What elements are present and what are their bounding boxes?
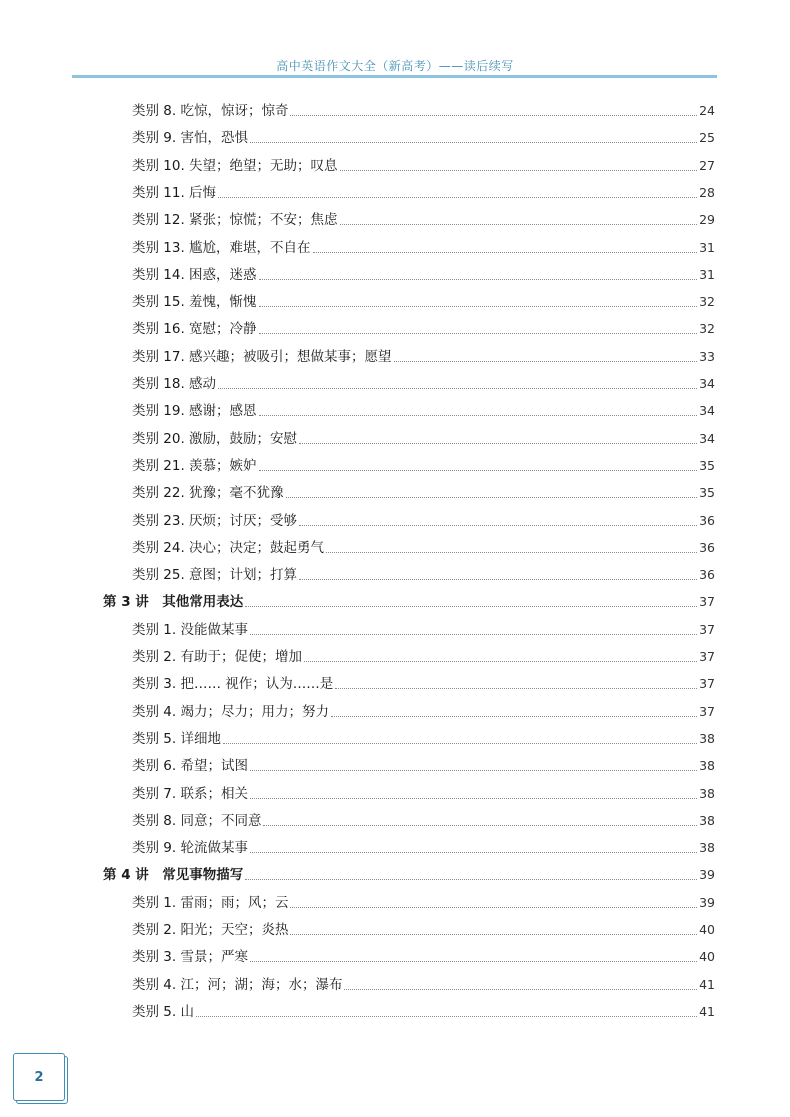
toc-entry-page: 38 (699, 840, 715, 856)
toc-entry-page: 35 (699, 485, 715, 501)
page-number-box (13, 1053, 65, 1101)
dot-leader (326, 551, 697, 553)
dot-leader (304, 660, 697, 662)
toc-entry-page: 37 (699, 703, 715, 719)
toc-entry-title: 类别 11. 后悔 (132, 184, 217, 201)
dot-leader (250, 141, 697, 143)
dot-leader (245, 605, 697, 607)
toc-entry-title: 类别 20. 激励，鼓励；安慰 (132, 430, 298, 447)
toc-entry[interactable] (132, 156, 715, 176)
toc-entry[interactable] (132, 811, 715, 831)
toc-entry-title: 类别 6. 希望；试图 (132, 758, 248, 775)
toc-entry[interactable] (132, 702, 715, 722)
dot-leader (259, 469, 698, 471)
toc-entry-page: 34 (699, 376, 715, 391)
toc-entry-title: 第 3 讲 其他常用表达 (103, 594, 244, 611)
toc-entry[interactable] (132, 128, 715, 148)
toc-entry[interactable] (132, 947, 715, 967)
toc-entry[interactable] (132, 347, 715, 367)
toc-entry[interactable] (132, 1002, 715, 1022)
toc-entry[interactable] (132, 265, 715, 285)
toc-entry-title: 类别 3. 雪景；严寒 (132, 949, 248, 966)
dot-leader (290, 933, 697, 935)
dot-leader (223, 742, 697, 744)
toc-entry-page: 24 (699, 103, 715, 118)
dot-leader (259, 305, 698, 307)
toc-entry-page: 37 (699, 594, 715, 610)
toc-entry[interactable] (132, 319, 715, 339)
toc-entry-title: 类别 21. 羡慕；嫉妒 (132, 457, 257, 474)
toc-entry-page: 41 (699, 1003, 715, 1019)
dot-leader (331, 715, 697, 717)
toc-entry-title: 类别 1. 没能做某事 (132, 621, 248, 638)
toc-entry-page: 39 (699, 867, 715, 883)
dot-leader (394, 360, 698, 362)
dot-leader (250, 960, 697, 962)
dot-leader (259, 278, 698, 280)
toc-entry-title: 类别 4. 江；河；湖；海；水；瀑布 (132, 976, 343, 993)
dot-leader (340, 169, 698, 171)
dot-leader (335, 687, 697, 689)
toc-entry-page: 31 (699, 239, 715, 255)
dot-leader (259, 332, 698, 334)
toc-entry[interactable] (132, 292, 715, 312)
toc-entry-page: 32 (699, 321, 715, 337)
page-number: 2 (34, 1069, 44, 1085)
toc-entry[interactable] (132, 784, 715, 804)
toc-entry-page: 36 (699, 539, 715, 555)
dot-leader (259, 414, 698, 416)
toc-entry-page: 40 (699, 949, 715, 965)
toc-entry[interactable] (132, 756, 715, 776)
toc-entry-page: 40 (699, 922, 715, 937)
toc-entry-title: 类别 5. 详细地 (132, 730, 221, 747)
toc-entry[interactable] (132, 620, 715, 640)
toc-entry[interactable] (132, 429, 715, 449)
toc-entry-page: 34 (699, 403, 715, 419)
toc-entry-page: 39 (699, 894, 715, 910)
toc-chapter-entry[interactable] (103, 865, 715, 885)
toc-entry-title: 类别 9. 轮流做某事 (132, 840, 248, 857)
toc-entry[interactable] (132, 674, 715, 694)
toc-entry-title: 类别 16. 宽慰；冷静 (132, 321, 257, 338)
toc-entry-page: 28 (699, 184, 715, 200)
toc-entry[interactable] (132, 456, 715, 476)
dot-leader (250, 769, 697, 771)
dot-leader (299, 442, 697, 444)
toc-entry-title: 类别 4. 竭力；尽力；用力；努力 (132, 703, 329, 720)
toc-entry-page: 33 (699, 348, 715, 364)
toc-entry-page: 38 (699, 730, 715, 746)
dot-leader (286, 496, 698, 498)
dot-leader (313, 251, 698, 253)
toc-entry-title: 类别 12. 紧张；惊慌；不安；焦虑 (132, 212, 338, 229)
dot-leader (344, 988, 697, 990)
dot-leader (218, 196, 697, 198)
dot-leader (299, 524, 697, 526)
dot-leader (250, 851, 697, 853)
dot-leader (290, 114, 697, 116)
toc-entry[interactable] (132, 183, 715, 203)
toc-entry-title: 类别 14. 困惑，迷惑 (132, 266, 257, 283)
toc-entry-page: 29 (699, 212, 715, 228)
toc-entry-page: 37 (699, 621, 715, 637)
toc-entry[interactable] (132, 210, 715, 230)
toc-entry[interactable] (132, 729, 715, 749)
toc-entry[interactable] (132, 893, 715, 913)
toc-entry[interactable] (132, 538, 715, 558)
toc-entry-page: 27 (699, 157, 715, 173)
toc-entry-page: 38 (699, 812, 715, 828)
toc-entry-title: 类别 17. 感兴趣；被吸引；想做某事；愿望 (132, 348, 392, 365)
dot-leader (218, 387, 697, 389)
toc-entry[interactable] (132, 374, 715, 394)
toc-entry-title: 类别 2. 阳光；天空；炎热 (132, 922, 289, 938)
toc-entry[interactable] (132, 101, 715, 121)
toc-entry-title: 类别 24. 决心；决定；鼓起勇气 (132, 539, 325, 556)
toc-entry[interactable] (132, 238, 715, 258)
toc-entry-title: 类别 2. 有助于；促使；增加 (132, 649, 302, 665)
toc-entry[interactable] (132, 975, 715, 995)
toc-entry-page: 41 (699, 976, 715, 992)
toc-entry-page: 38 (699, 785, 715, 801)
dot-leader (290, 906, 697, 908)
toc-entry-page: 25 (699, 130, 715, 146)
dot-leader (340, 223, 698, 225)
toc-entry-page: 31 (699, 266, 715, 282)
dot-leader (245, 878, 697, 880)
toc-entry-title: 类别 1. 雷雨；雨；风；云 (132, 894, 289, 911)
header-rule (72, 75, 717, 78)
toc-entry[interactable] (132, 838, 715, 858)
toc-entry[interactable] (132, 401, 715, 421)
toc-entry-page: 37 (699, 676, 715, 692)
toc-entry-title: 类别 9. 害怕，恐惧 (132, 130, 248, 147)
toc-entry-title: 类别 23. 厌烦；讨厌；受够 (132, 512, 298, 529)
toc-entry-page: 38 (699, 758, 715, 774)
toc-entry-title: 类别 18. 感动 (132, 376, 217, 392)
toc-entry[interactable] (132, 920, 715, 940)
toc-entry[interactable] (132, 511, 715, 531)
toc-entry-title: 类别 25. 意图；计划；打算 (132, 567, 298, 584)
toc-entry-title: 类别 3. 把…… 视作；认为……是 (132, 676, 334, 693)
dot-leader (299, 578, 697, 580)
toc-entry-title: 类别 5. 山 (132, 1003, 194, 1020)
toc-entry-title: 类别 10. 失望；绝望；无助；叹息 (132, 157, 338, 174)
toc-entry-page: 34 (699, 430, 715, 446)
toc-entry-title: 类别 19. 感谢；感恩 (132, 403, 257, 420)
toc-entry[interactable] (132, 647, 715, 667)
dot-leader (250, 797, 697, 799)
dot-leader (196, 1015, 697, 1017)
toc-entry-title: 类别 8. 吃惊，惊讶；惊奇 (132, 103, 289, 119)
toc-entry-page: 36 (699, 567, 715, 583)
dot-leader (250, 633, 697, 635)
toc-entry-page: 35 (699, 457, 715, 473)
toc-entry-title: 第 4 讲 常见事物描写 (103, 867, 244, 884)
toc-entry-title: 类别 8. 同意；不同意 (132, 812, 262, 829)
toc-entry[interactable] (132, 483, 715, 503)
toc-entry-title: 类别 13. 尴尬，难堪，不自在 (132, 239, 311, 256)
toc-entry-page: 32 (699, 294, 715, 310)
toc-entry-title: 类别 22. 犹豫；毫不犹豫 (132, 485, 284, 502)
running-header: 高中英语作文大全（新高考）——读后续写 (276, 59, 514, 73)
toc-chapter-entry[interactable] (103, 592, 715, 612)
toc-entry[interactable] (132, 565, 715, 585)
toc-entry-page: 36 (699, 512, 715, 528)
dot-leader (263, 824, 697, 826)
toc-entry-title: 类别 7. 联系；相关 (132, 785, 248, 802)
toc-entry-title: 类别 15. 羞愧，惭愧 (132, 294, 257, 311)
toc-entry-page: 37 (699, 649, 715, 664)
